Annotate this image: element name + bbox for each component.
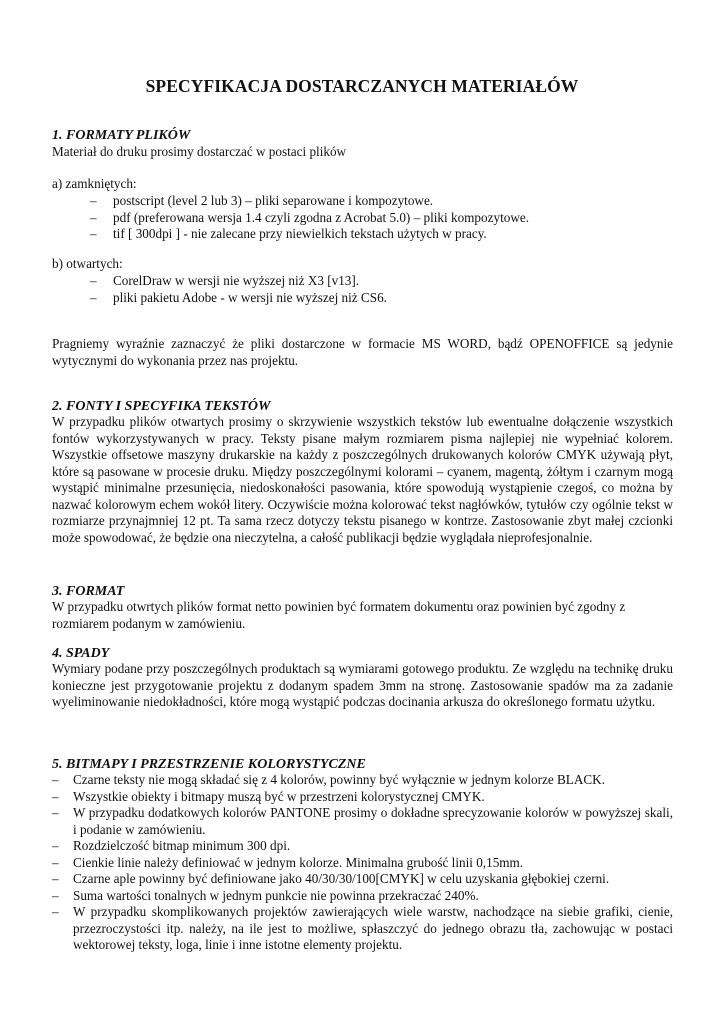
section-5-heading: 5. BITMAPY I PRZESTRZENIE KOLORYSTYCZNE [52,757,366,772]
section-1-intro: Materiał do druku prosimy dostarczać w postaci plików [52,144,347,159]
list-item: – Czarne teksty nie mogą składać się z 4 kolorów, powinny być wyłącznie w jednym kolorze BLACK. [52,772,673,789]
list-item: – Czarne aple powinny być definiowane jako 40/30/30/100[CMYK] w celu uzyskania głębokiej czerni. [52,871,673,888]
list-item: – pliki pakietu Adobe - w wersji nie wyższej niż CS6. [90,290,650,307]
list-item: – Wszystkie obiekty i bitmapy muszą być w przestrzeni kolorystycznej CMYK. [52,789,673,806]
section-1-heading: 1. FORMATY PLIKÓW [52,128,191,143]
list-item: – postscript (level 2 lub 3) – pliki separowane i kompozytowe. [90,193,650,210]
section-1-closed-label: a) zamkniętych: [52,176,137,191]
list-item: – Rozdzielczość bitmap minimum 300 dpi. [52,838,673,855]
list-item: – W przypadku skomplikowanych projektów zawierających wiele warstw, nachodzące na siebie grafiki, cienie, przezroczystości itp. należy, na ile jest to możliwe, spłaszczyć do jednego obrazu tła, zachowując w postaci wektorowej teksty, loga, linie i inne istotne elementy projektu. [52,904,673,954]
section-1-open-label: b) otwartych: [52,256,123,271]
list-item: – Suma wartości tonalnych w jednym punkcie nie powinna przekraczać 240%. [52,888,673,905]
list-item: – CorelDraw w wersji nie wyższej niż X3 [v13]. [90,273,650,290]
section-4-text: Wymiary podane przy poszczególnych produktach są wymiarami gotowego produktu. Ze względu na technikę druku konieczne jest przygotowanie projektu z dodanym spadem 3mm na stronę. Zastosowanie spadów ma za zadanie wyeliminowanie niedokładności, które mogą wystąpić podczas docinania arkusza do określonego formatu użytku. [52,661,673,709]
section-3-text: W przypadku otwrtych plików format netto powinien być formatem dokumentu oraz powinien być zgodny z rozmiarem podanym w zamówieniu. [52,599,626,631]
section-2-text: W przypadku plików otwartych prosimy o skrzywienie wszystkich tekstów lub ewentualne dołączenie wszystkich fontów wykorzystywanych w pracy. Teksty pisane małym rozmiarem pisma najlepiej nie wypełniać kolorem. Wszystkie offsetowe maszyny drukarskie na każdy z poszczególnych drukowanych kolorów CMYK używają płyt, które są pasowane w procesie druku. Między poszczególnymi kolorami – cyanem, magentą, żółtym i czarnym mogą wystąpić minimalne przesunięcia, niedoskonałości pasowania, które spowodują wystąpienie czegoś, co można by nazwać kolorowym echem wokół litery. Oczywiście można kolorować tekst nagłówków, tytułów czy ogólnie tekst w rozmiarze przynajmniej 12 pt. Ta sama rzecz dotyczy tekstu pisanego w kontrze. Zastosowanie zbyt małej czcionki może spowodować, że będzie ona nieczytelna, a całość publikacji będzie wyglądała nieprofesjonalnie. [52,414,673,545]
section-3-heading: 3. FORMAT [52,584,125,599]
open-formats-list [90,273,650,306]
page-title: SPECYFIKACJA DOSTARCZANYCH MATERIAŁÓW [145,76,579,96]
section-2-heading: 2. FONTY I SPECYFIKA TEKSTÓW [52,399,271,414]
list-item: – tif [ 300dpi ] - nie zalecane przy niewielkich tekstach użytych w pracy. [90,226,650,243]
list-item: – pdf (preferowana wersja 1.4 czyli zgodna z Acrobat 5.0) – pliki kompozytowe. [90,210,650,227]
list-item: – W przypadku dodatkowych kolorów PANTONE prosimy o dokładne sprecyzowanie kolorów w powyższej skali, i podanie w zamówieniu. [52,805,673,838]
section-1-note: Pragniemy wyraźnie zaznaczyć że pliki dostarczone w formacie MS WORD, bądź OPENOFFICE są jedynie wytycznymi do wykonania przez nas projektu. [52,336,673,368]
section-4-heading: 4. SPADY [52,646,110,661]
closed-formats-list [90,193,650,243]
bitmap-rules-list [52,772,673,954]
list-item: – Cienkie linie należy definiować w jednym kolorze. Minimalna grubość linii 0,15mm. [52,855,673,872]
